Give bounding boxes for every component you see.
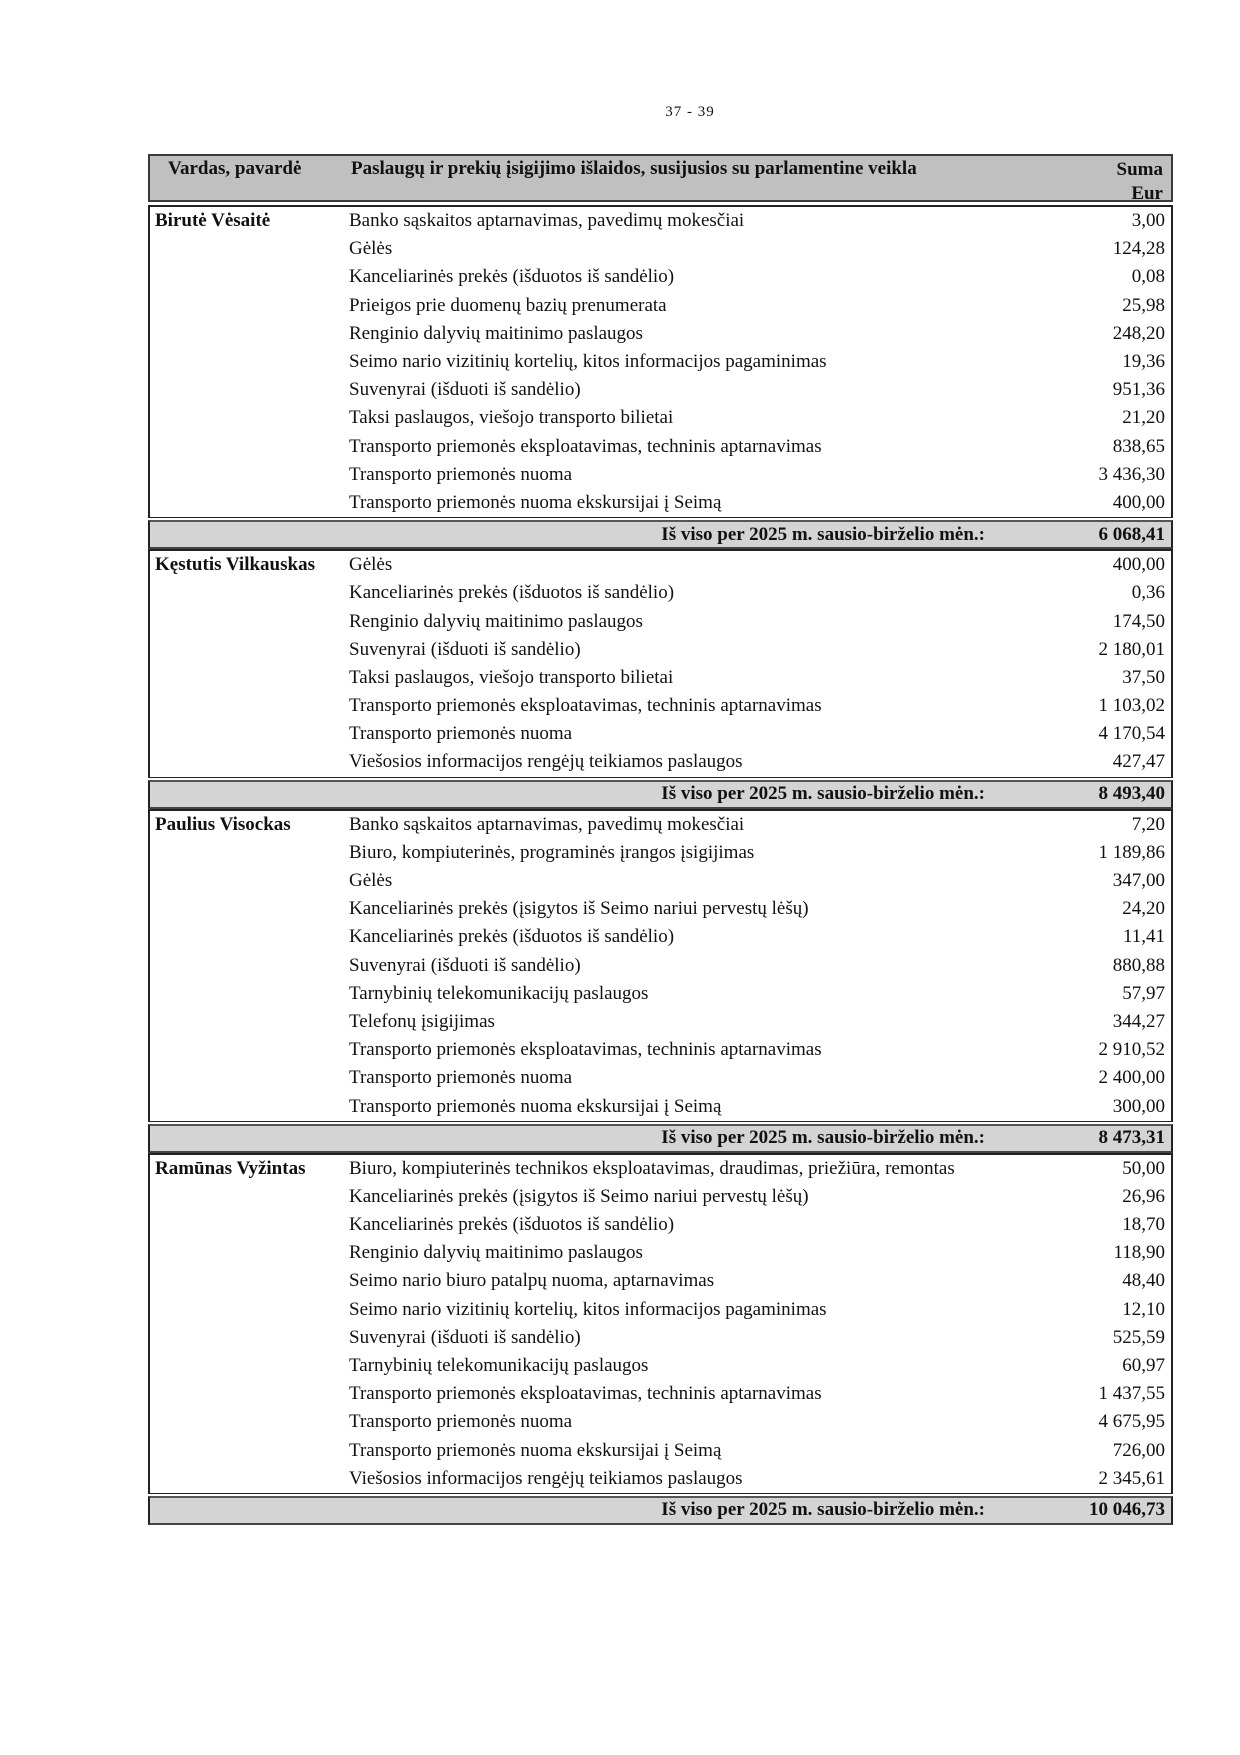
- table-row: [150, 1211, 1171, 1239]
- expense-description: Banko sąskaitos aptarnavimas, pavedimų mokesčiai: [349, 210, 745, 232]
- expense-sum: 174,50: [1112, 610, 1165, 632]
- subtotal-row: [148, 1124, 1173, 1153]
- person-block: [148, 809, 1173, 1121]
- table-row: [150, 1352, 1171, 1380]
- expense-sum: 1 189,86: [1098, 841, 1165, 863]
- expense-sum: 300,00: [1112, 1095, 1165, 1117]
- table-row: [150, 320, 1171, 348]
- subtotal-sum: 10 046,73: [1089, 1499, 1165, 1521]
- table-row: [150, 263, 1171, 291]
- table-row: [150, 895, 1171, 923]
- expense-description: Taksi paslaugos, viešojo transporto bilietai: [349, 407, 674, 429]
- table-row: [150, 433, 1171, 461]
- subtotal-sum: 6 068,41: [1098, 523, 1165, 545]
- table-row: [150, 1296, 1171, 1324]
- expense-description: Transporto priemonės nuoma: [349, 1067, 573, 1089]
- expense-sum: 19,36: [1122, 351, 1165, 373]
- table-row: [150, 692, 1171, 720]
- expense-sum: 21,20: [1122, 407, 1165, 429]
- header-sum: [1117, 158, 1163, 206]
- expense-description: Transporto priemonės eksploatavimas, techninis aptarnavimas: [349, 695, 822, 717]
- expense-sum: 248,20: [1112, 322, 1165, 344]
- expense-sum: 50,00: [1122, 1157, 1165, 1179]
- expense-description: Transporto priemonės nuoma: [349, 723, 573, 745]
- expense-description: Suvenyrai (išduoti iš sandėlio): [349, 954, 581, 976]
- table-row: [150, 1036, 1171, 1064]
- expense-sum: 880,88: [1112, 954, 1165, 976]
- table-row: [150, 952, 1171, 980]
- expense-description: Prieigos prie duomenų bazių prenumerata: [349, 294, 667, 316]
- expense-sum: 3 436,30: [1098, 463, 1165, 485]
- expense-sum: 951,36: [1112, 379, 1165, 401]
- table-body: [148, 205, 1173, 1525]
- expense-sum: 57,97: [1122, 982, 1165, 1004]
- table-row: [150, 811, 1171, 839]
- expense-sum: 26,96: [1122, 1185, 1165, 1207]
- person-name: Ramūnas Vyžintas: [155, 1157, 306, 1179]
- expense-description: Gėlės: [349, 870, 393, 892]
- expense-description: Kanceliarinės prekės (išduotos iš sandėlio): [349, 1214, 675, 1236]
- expense-description: Transporto priemonės eksploatavimas, techninis aptarnavimas: [349, 435, 822, 457]
- expense-sum: 2 910,52: [1098, 1039, 1165, 1061]
- expense-sum: 118,90: [1113, 1242, 1165, 1264]
- table-row: [150, 1408, 1171, 1436]
- person-block: [148, 549, 1173, 777]
- expense-sum: 124,28: [1112, 238, 1165, 260]
- subtotal-label: Iš viso per 2025 m. sausio-birželio mėn.:: [661, 523, 985, 545]
- expense-sum: 1 437,55: [1098, 1383, 1165, 1405]
- table-row: [150, 551, 1171, 579]
- subtotal-row: [148, 520, 1173, 549]
- table-row: [150, 636, 1171, 664]
- subtotal-label: Iš viso per 2025 m. sausio-birželio mėn.:: [661, 1127, 985, 1149]
- expense-description: Suvenyrai (išduoti iš sandėlio): [349, 1326, 581, 1348]
- expense-description: Transporto priemonės nuoma ekskursijai į Seimą: [349, 1439, 722, 1461]
- header-name: Vardas, pavardė: [168, 158, 302, 179]
- table-row: [150, 1437, 1171, 1465]
- expense-sum: 2 180,01: [1098, 638, 1165, 660]
- expense-description: Suvenyrai (išduoti iš sandėlio): [349, 638, 581, 660]
- person-block: [148, 205, 1173, 517]
- table-row: [150, 1092, 1171, 1120]
- expense-description: Kanceliarinės prekės (išduotos iš sandėlio): [349, 266, 675, 288]
- person-name: Kęstutis Vilkauskas: [155, 554, 315, 576]
- expense-sum: 25,98: [1122, 294, 1165, 316]
- expense-sum: 838,65: [1112, 435, 1165, 457]
- expense-description: Transporto priemonės nuoma ekskursijai į Seimą: [349, 491, 722, 513]
- expense-description: Biuro, kompiuterinės, programinės įrangos įsigijimas: [349, 841, 755, 863]
- expense-description: Biuro, kompiuterinės technikos eksploatavimas, draudimas, priežiūra, remontas: [349, 1157, 955, 1179]
- table-row: [150, 461, 1171, 489]
- expense-description: Gėlės: [349, 238, 393, 260]
- expense-sum: 2 400,00: [1098, 1067, 1165, 1089]
- header-sum-line1: Suma: [1116, 159, 1163, 180]
- expense-sum: 2 345,61: [1098, 1467, 1165, 1489]
- table-row: [150, 1465, 1171, 1493]
- expense-description: Tarnybinių telekomunikacijų paslaugos: [349, 982, 649, 1004]
- expense-sum: 400,00: [1112, 554, 1165, 576]
- expense-sum: 48,40: [1122, 1270, 1165, 1292]
- expense-sum: 347,00: [1112, 870, 1165, 892]
- expense-sum: 18,70: [1122, 1214, 1165, 1236]
- table-row: [150, 1008, 1171, 1036]
- expense-description: Viešosios informacijos rengėjų teikiamos paslaugos: [349, 1467, 743, 1489]
- expense-description: Banko sąskaitos aptarnavimas, pavedimų mokesčiai: [349, 813, 745, 835]
- expense-description: Kanceliarinės prekės (išduotos iš sandėlio): [349, 582, 675, 604]
- expense-description: Taksi paslaugos, viešojo transporto bilietai: [349, 666, 674, 688]
- expense-sum: 37,50: [1122, 666, 1165, 688]
- expense-sum: 427,47: [1112, 751, 1165, 773]
- table-row: [150, 489, 1171, 517]
- expense-sum: 0,36: [1131, 582, 1165, 604]
- expense-description: Gėlės: [349, 554, 393, 576]
- expense-sum: 4 675,95: [1098, 1411, 1165, 1433]
- expense-sum: 400,00: [1112, 491, 1165, 513]
- table-row: [150, 867, 1171, 895]
- person-name: Birutė Vėsaitė: [155, 210, 271, 232]
- expense-description: Kanceliarinės prekės (įsigytos iš Seimo nariui pervestų lėšų): [349, 898, 809, 920]
- table-row: [150, 1239, 1171, 1267]
- table-row: [150, 235, 1171, 263]
- expense-sum: 726,00: [1112, 1439, 1165, 1461]
- header-description: Paslaugų ir prekių įsigijimo išlaidos, susijusios su parlamentine veikla: [351, 158, 917, 179]
- table-row: [150, 748, 1171, 776]
- subtotal-sum: 8 473,31: [1098, 1127, 1165, 1149]
- expense-sum: 7,20: [1131, 813, 1165, 835]
- person-block: [148, 1153, 1173, 1493]
- expense-description: Telefonų įsigijimas: [349, 1010, 495, 1032]
- table-row: [150, 1155, 1171, 1183]
- expense-description: Tarnybinių telekomunikacijų paslaugos: [349, 1355, 649, 1377]
- table-row: [150, 348, 1171, 376]
- expenses-table: [148, 154, 1173, 1525]
- expense-description: Renginio dalyvių maitinimo paslaugos: [349, 610, 643, 632]
- table-row: [150, 579, 1171, 607]
- expense-sum: 4 170,54: [1098, 723, 1165, 745]
- expense-sum: 1 103,02: [1098, 695, 1165, 717]
- table-row: [150, 664, 1171, 692]
- table-row: [150, 607, 1171, 635]
- subtotal-sum: 8 493,40: [1098, 783, 1165, 805]
- expense-description: Renginio dalyvių maitinimo paslaugos: [349, 322, 643, 344]
- subtotal-row: [148, 1496, 1173, 1525]
- expense-sum: 344,27: [1112, 1010, 1165, 1032]
- expense-sum: 24,20: [1122, 898, 1165, 920]
- table-row: [150, 1267, 1171, 1295]
- expense-description: Transporto priemonės eksploatavimas, techninis aptarnavimas: [349, 1383, 822, 1405]
- table-row: [150, 1183, 1171, 1211]
- expense-description: Seimo nario vizitinių kortelių, kitos informacijos pagaminimas: [349, 1298, 827, 1320]
- table-row: [150, 839, 1171, 867]
- expense-sum: 525,59: [1112, 1326, 1165, 1348]
- table-row: [150, 923, 1171, 951]
- expense-description: Transporto priemonės nuoma ekskursijai į Seimą: [349, 1095, 722, 1117]
- person-name: Paulius Visockas: [155, 813, 291, 835]
- table-header: [148, 154, 1173, 202]
- table-row: [150, 1064, 1171, 1092]
- expense-description: Transporto priemonės nuoma: [349, 463, 573, 485]
- expense-sum: 12,10: [1122, 1298, 1165, 1320]
- expense-description: Seimo nario biuro patalpų nuoma, aptarnavimas: [349, 1270, 715, 1292]
- expense-description: Kanceliarinės prekės (išduotos iš sandėlio): [349, 926, 675, 948]
- subtotal-label: Iš viso per 2025 m. sausio-birželio mėn.:: [661, 1499, 985, 1521]
- table-row: [150, 292, 1171, 320]
- expense-sum: 3,00: [1131, 210, 1165, 232]
- table-row: [150, 207, 1171, 235]
- expense-sum: 0,08: [1131, 266, 1165, 288]
- table-row: [150, 1324, 1171, 1352]
- expense-description: Viešosios informacijos rengėjų teikiamos paslaugos: [349, 751, 743, 773]
- expense-sum: 11,41: [1122, 926, 1165, 948]
- table-row: [150, 1380, 1171, 1408]
- expense-description: Kanceliarinės prekės (įsigytos iš Seimo nariui pervestų lėšų): [349, 1185, 809, 1207]
- table-row: [150, 980, 1171, 1008]
- table-row: [150, 376, 1171, 404]
- subtotal-row: [148, 780, 1173, 809]
- header-sum-line2: Eur: [1131, 183, 1163, 204]
- expense-description: Seimo nario vizitinių kortelių, kitos informacijos pagaminimas: [349, 351, 827, 373]
- subtotal-label: Iš viso per 2025 m. sausio-birželio mėn.:: [661, 783, 985, 805]
- expense-description: Renginio dalyvių maitinimo paslaugos: [349, 1242, 643, 1264]
- table-row: [150, 404, 1171, 432]
- expense-description: Transporto priemonės nuoma: [349, 1411, 573, 1433]
- page-number: 37 - 39: [665, 104, 715, 120]
- table-row: [150, 720, 1171, 748]
- expense-description: Transporto priemonės eksploatavimas, techninis aptarnavimas: [349, 1039, 822, 1061]
- expense-sum: 60,97: [1122, 1355, 1165, 1377]
- expense-description: Suvenyrai (išduoti iš sandėlio): [349, 379, 581, 401]
